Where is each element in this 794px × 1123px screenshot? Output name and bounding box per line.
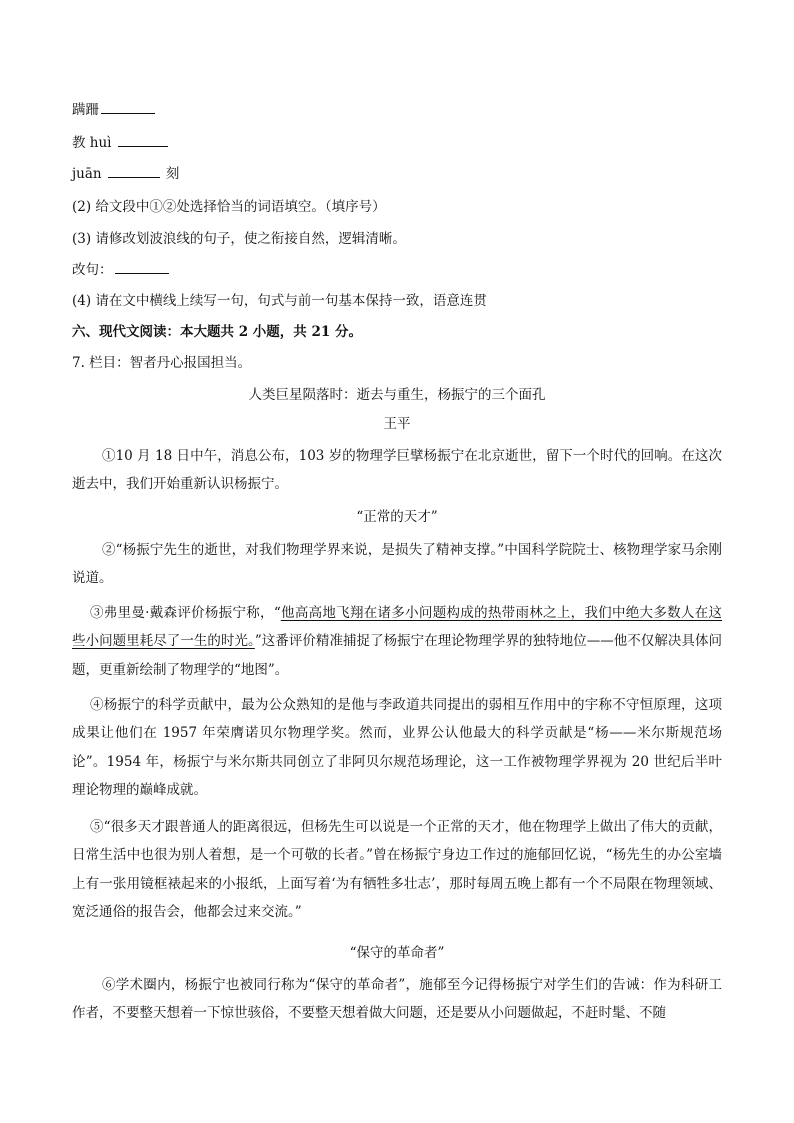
answer-blank[interactable]: [101, 101, 155, 114]
word-text: 教 huì: [72, 135, 112, 151]
pinyin-text: juān: [72, 166, 102, 182]
paragraph-2: ②“杨振宁先生的逝世，对我们物理学界来说，是损失了精神支撑。”中国科学院院士、核物理学家马余刚说道。: [72, 542, 722, 587]
article-title: 人类巨星陨落时：逝去与重生，杨振宁的三个面孔: [248, 387, 546, 403]
question-2: (2) 给文段中①②处选择恰当的词语填空。（填序号）: [72, 199, 386, 215]
answer-blank[interactable]: [115, 261, 169, 274]
paragraph-6: ⑥学术圈内，杨振宁也被同行称为“保守的革命者”，施郁至今记得杨振宁对学生们的告诫：作为科研工作者，不要整天想着一下惊世骇俗，不要整天想着做大问题，还是要从小问题做起，不赶时髦、不随: [72, 977, 722, 1022]
question-3-answer: [72, 260, 169, 280]
question-7: 7. 栏目：智者丹心报国担当。: [72, 355, 252, 371]
question-3: (3) 请修改划波浪线的句子，使之衔接自然，逻辑清晰。: [72, 231, 406, 247]
answer-blank[interactable]: [108, 165, 160, 178]
section-6-title: 六、现代文阅读：本大题共 2 小题，共 21 分。: [72, 324, 362, 340]
paragraph-3-start: ③弗里曼·戴森评价杨振宁称，“: [90, 605, 281, 621]
answer-label: 改句：: [72, 262, 113, 278]
subheading-2: “保守的革命者”: [349, 945, 445, 961]
paragraph-3-end: ”这番评价精准捕捉了杨振宁在理论物理学界的独特地位——他不仅解决具体问题，更重新绘制了物理学的“地图”。: [72, 633, 723, 678]
paragraph-5: ⑤“很多天才跟普通人的距离很远，但杨先生可以说是一个正常的天才，他在物理学上做出了伟大的贡献，日常生活中也很为别人着想，是一个可敬的长者。”曾在杨振宁身边工作过的施郁回忆说，“杨先生的办公室墙上有一张用镜框裱起来的小报纸，上面写着‘为有牺牲多壮志’，那时每周五晚上都有一个不局限在物理领域、宽泛通俗的报告会，他都会过来交流。”: [72, 819, 722, 921]
paragraph-1: ①10 月 18 日中午，消息公布，103 岁的物理学巨擘杨振宁在北京逝世，留下一个时代的回响。在这次逝去中，我们开始重新认识杨振宁。: [72, 448, 722, 493]
pinyin-item-3: [72, 164, 179, 184]
word-text: 蹒跚: [72, 102, 99, 118]
article-author: 王平: [383, 416, 411, 432]
question-4: (4) 请在文中横线上续写一句，句式与前一句基本保持一致，语意连贯: [72, 293, 487, 309]
pinyin-item-2: [72, 133, 168, 153]
paragraph-4: ④杨振宁的科学贡献中，最为公众熟知的是他与李政道共同提出的弱相互作用中的宇称不守恒原理，这项成果让他们在 1957 年荣膺诺贝尔物理学奖。然而，业界公认他最大的科学贡献是“杨——米尔斯规范场论”。1954 年，杨振宁与米尔斯共同创立了非阿贝尔规范场理论，这一工作被物理学界视为 20 世纪后半叶理论物理的巅峰成就。: [72, 697, 722, 799]
paragraph-3: [72, 599, 722, 684]
pinyin-item-1: [72, 100, 155, 120]
word-text: 刻: [165, 166, 180, 182]
underlined-quote: 他高高地飞翔在诸多小问题构成的热带雨林之上，我们中绝大多数人在这些小问题里耗尽了一生的时光。: [72, 605, 722, 650]
answer-blank[interactable]: [118, 134, 168, 147]
subheading-1: “正常的天才”: [356, 509, 438, 525]
